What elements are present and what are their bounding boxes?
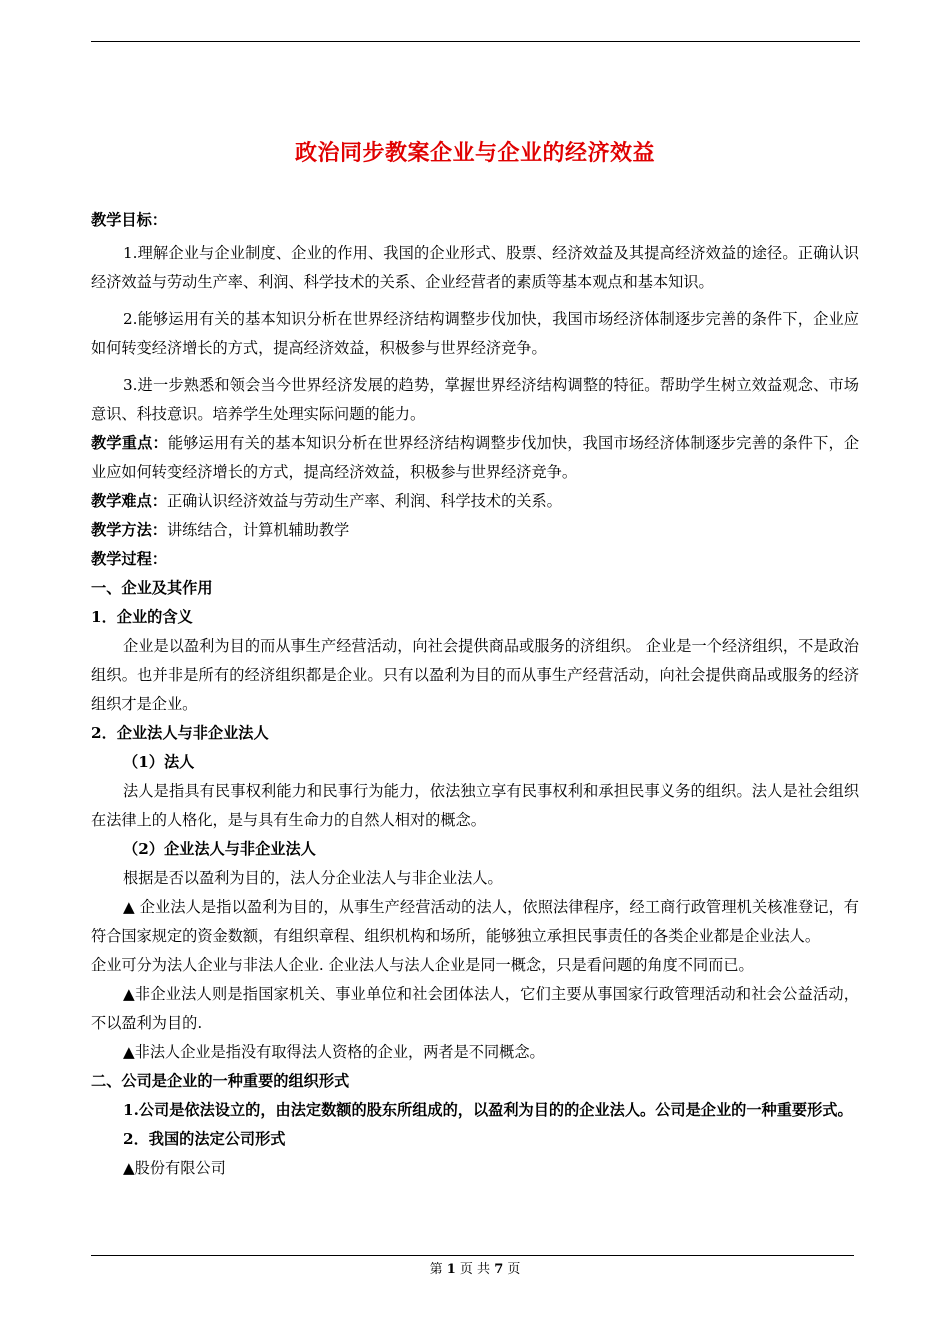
goal-item: 1.理解企业与企业制度、企业的作用、我国的企业形式、股票、经济效益及其提高经济效益的途径。正确认识经济效益与劳动生产率、利润、科学技术的关系、企业经营者的素质等基本观点和基本知识。 (91, 244, 859, 291)
paragraph: ▲ 企业法人是指以盈利为目的，从事生产经营活动的法人，依照法律程序，经工商行政管理机关核准登记，有符合国家规定的资金数额，有组织章程、组织机构和场所，能够独立承担民事责任的各类企业都是企业法人。 (91, 898, 859, 945)
paragraph: 企业可分为法人企业与非法人企业. 企业法人与法人企业是同一概念，只是看问题的角度不同而已。 (91, 956, 754, 974)
teaching-method (91, 516, 859, 545)
list-item: ▲股份有限公司 (123, 1159, 226, 1177)
goals-heading: 教学目标： (91, 211, 167, 229)
paragraph: 企业是以盈利为目的而从事生产经营活动，向社会提供商品或服务的济组织。 企业是一个经济组织，不是政治组织。也并非是所有的经济组织都是企业。只有以盈利为目的而从事生产经营活动，向社会提供商品或服务的经济组织才是企业。 (91, 637, 859, 713)
footer-prefix: 第 (429, 1262, 443, 1277)
difficult-label: 教学难点： (91, 492, 167, 510)
paragraph: ▲非企业法人则是指国家机关、事业单位和社会团体法人，它们主要从事国家行政管理活动和社会公益活动，不以盈利为目的. (91, 985, 859, 1032)
document-title: 政治同步教案企业与企业的经济效益 (294, 141, 655, 166)
subsection-heading: 2．企业法人与非企业法人 (91, 724, 269, 742)
difficult-text: 正确认识经济效益与劳动生产率、利润、科学技术的关系。 (166, 492, 562, 510)
footer-mid: 页 共 (459, 1262, 491, 1277)
teaching-difficulty (91, 487, 859, 516)
key-label: 教学重点： (91, 434, 168, 452)
total-pages: 7 (494, 1262, 504, 1277)
subsection-heading: 1．企业的含义 (91, 608, 193, 626)
paragraph: 1.公司是依法设立的，由法定数额的股东所组成的，以盈利为目的的企业法人。公司是企业的一种重要形式。 (123, 1101, 853, 1119)
footer-rule (91, 1255, 854, 1256)
section-heading: 一、企业及其作用 (91, 579, 213, 597)
page-number: 1 (446, 1262, 456, 1277)
header-rule (91, 41, 860, 42)
paragraph: ▲非法人企业是指没有取得法人资格的企业，两者是不同概念。 (123, 1043, 545, 1061)
method-text: 讲练结合，计算机辅助教学 (166, 521, 350, 539)
key-text: 能够运用有关的基本知识分析在世界经济结构调整步伐加快，我国市场经济体制逐步完善的条件下，企业应如何转变经济增长的方式，提高经济效益，积极参与世界经济竞争。 (91, 434, 860, 481)
subsubsection-heading: （1）法人 (123, 753, 195, 771)
paragraph: 根据是否以盈利为目的，法人分企业法人与非企业法人。 (123, 869, 503, 887)
page-footer (0, 1258, 950, 1277)
method-label: 教学方法： (91, 521, 167, 539)
goal-item: 3.进一步熟悉和领会当今世界经济发展的趋势，掌握世界经济结构调整的特征。帮助学生树立效益观念、市场意识、科技意识。培养学生处理实际问题的能力。 (91, 376, 859, 423)
goal-item: 2.能够运用有关的基本知识分析在世界经济结构调整步伐加快，我国市场经济体制逐步完善的条件下，企业应如何转变经济增长的方式，提高经济效益，积极参与世界经济竞争。 (91, 310, 859, 357)
document-body (91, 206, 859, 1183)
teaching-key-point (91, 429, 859, 487)
subsection-heading: 2．我国的法定公司形式 (123, 1130, 286, 1148)
process-heading: 教学过程： (91, 550, 167, 568)
section-heading: 二、公司是企业的一种重要的组织形式 (91, 1072, 350, 1090)
footer-suffix: 页 (507, 1262, 521, 1277)
subsubsection-heading: （2）企业法人与非企业法人 (123, 840, 316, 858)
paragraph: 法人是指具有民事权利能力和民事行为能力，依法独立享有民事权利和承担民事义务的组织。法人是社会组织在法律上的人格化，是与具有生命力的自然人相对的概念。 (91, 782, 859, 829)
